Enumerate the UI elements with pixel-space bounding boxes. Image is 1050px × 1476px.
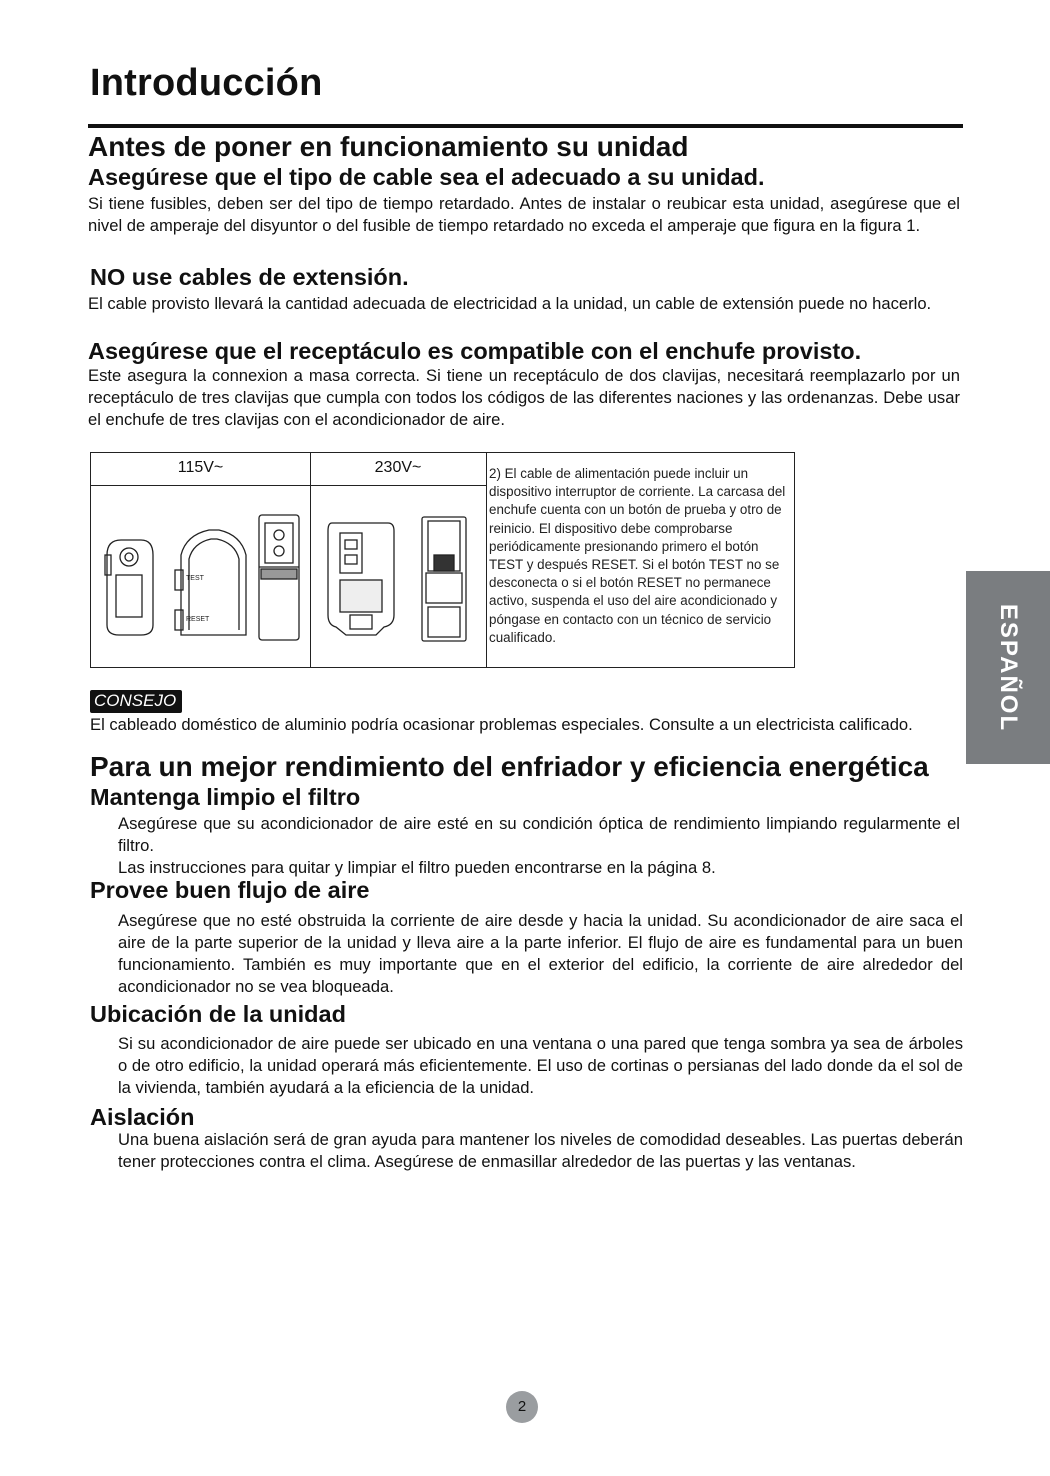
paragraph-cable-type: Si tiene fusibles, deben ser del tipo de tiempo retardado. Antes de instalar o reubicar esta unidad, asegúrese que el nivel de amperaje del disyuntor o del fusible de tiempo retardado no exceda el amperaje que figura en la figura 1. <box>88 194 960 235</box>
header-115v: 115V~ <box>91 453 310 486</box>
subheading-no-extension: NO use cables de extensión. <box>90 264 409 290</box>
language-side-tab <box>966 571 1050 764</box>
paragraph-receptacle: Este asegura la connexion a masa correcta. Si tiene un receptáculo de dos clavijas, necesitará reemplazarlo por un receptáculo de tres clavijas que cumpla con todos los códigos de las diferentes naciones y las ordenanzas. Debe usar el enchufe de tres clavijas con el acondicionador de aire. <box>88 366 960 429</box>
subheading-cable-type: Asegúrese que el tipo de cable sea el adecuado a su unidad. <box>88 164 765 190</box>
subheading-airflow: Provee buen flujo de aire <box>90 877 370 903</box>
plug-label-test: TEST <box>186 575 204 582</box>
paragraph-filter-instructions: Las instrucciones para quitar y limpiar el filtro pueden encontrarse en la página 8. <box>118 858 716 877</box>
tip-text: El cableado doméstico de aluminio podría ocasionar problemas especiales. Consulte a un electricista calificado. <box>90 715 913 734</box>
subheading-location: Ubicación de la unidad <box>90 1001 346 1027</box>
paragraph-insulation: Una buena aislación será de gran ayuda para mantener los niveles de comodidad deseables. Las puertas deberán tener protecciones contra el clima. Asegúrese de enmasillar alrededor de las puertas y las ventanas. <box>118 1130 963 1171</box>
paragraph-airflow: Asegúrese que no esté obstruida la corriente de aire desde y hacia la unidad. Su acondicionador de aire saca el aire de la parte superior de la unidad y lleva aire a la parte inferior. El flujo de aire es fundamental para un buen funcionamiento. También es muy importante que en el exterior del edificio, la corriente de aire alrededor del acondicionador no se vea bloqueada. <box>118 911 963 996</box>
plug-label-reset: RESET <box>186 616 210 623</box>
subheading-clean-filter: Mantenga limpio el filtro <box>90 784 361 810</box>
paragraph-no-extension: El cable provisto llevará la cantidad adecuada de electricidad a la unidad, un cable de extensión puede no hacerlo. <box>88 294 932 313</box>
page-number: 2 <box>506 1391 538 1423</box>
language-label: ESPAÑOL <box>995 603 1022 732</box>
paragraph-location: Si su acondicionador de aire puede ser ubicado en una ventana o una pared que tenga sombra ya sea de árboles o de otro edificio, la unidad operará más eficientemente. El uso de cortinas o persianas del lado donde da el sol de la vivienda, también ayudará a la eficiencia de la unidad. <box>118 1034 963 1097</box>
page-title: Introducción <box>90 62 323 104</box>
plug-115v-illustration <box>91 485 310 668</box>
subheading-insulation: Aislación <box>90 1104 195 1130</box>
tip-badge: CONSEJO <box>90 690 182 713</box>
section-heading-performance: Para un mejor rendimiento del enfriador y eficiencia energética <box>90 751 929 782</box>
title-rule <box>88 124 963 128</box>
column-230v <box>310 453 487 667</box>
section-heading-before-operation: Antes de poner en funcionamiento su unidad <box>88 131 689 162</box>
subheading-receptacle: Asegúrese que el receptáculo es compatible con el enchufe provisto. <box>88 338 862 364</box>
plug-230v-illustration <box>310 485 486 668</box>
header-230v: 230V~ <box>310 453 486 486</box>
plug-figure-table <box>90 452 795 668</box>
gfci-note: 2) El cable de alimentación puede incluir un dispositivo interruptor de corriente. La carcasa del enchufe cuenta con un botón de prueba y otro de reinicio. El dispositivo debe comprobarse periódicamente presionando primero el botón TEST y después RESET. Si el botón TEST no se desconecta o si el botón RESET no permanece activo, suspenda el uso del aire acondicionado y póngase en contacto con un técnico de servicio cualificado. <box>489 466 786 645</box>
column-115v <box>91 453 311 667</box>
paragraph-clean-filter: Asegúrese que su acondicionador de aire esté en su condición óptica de rendimiento limpiando regularmente el filtro. <box>118 814 960 855</box>
